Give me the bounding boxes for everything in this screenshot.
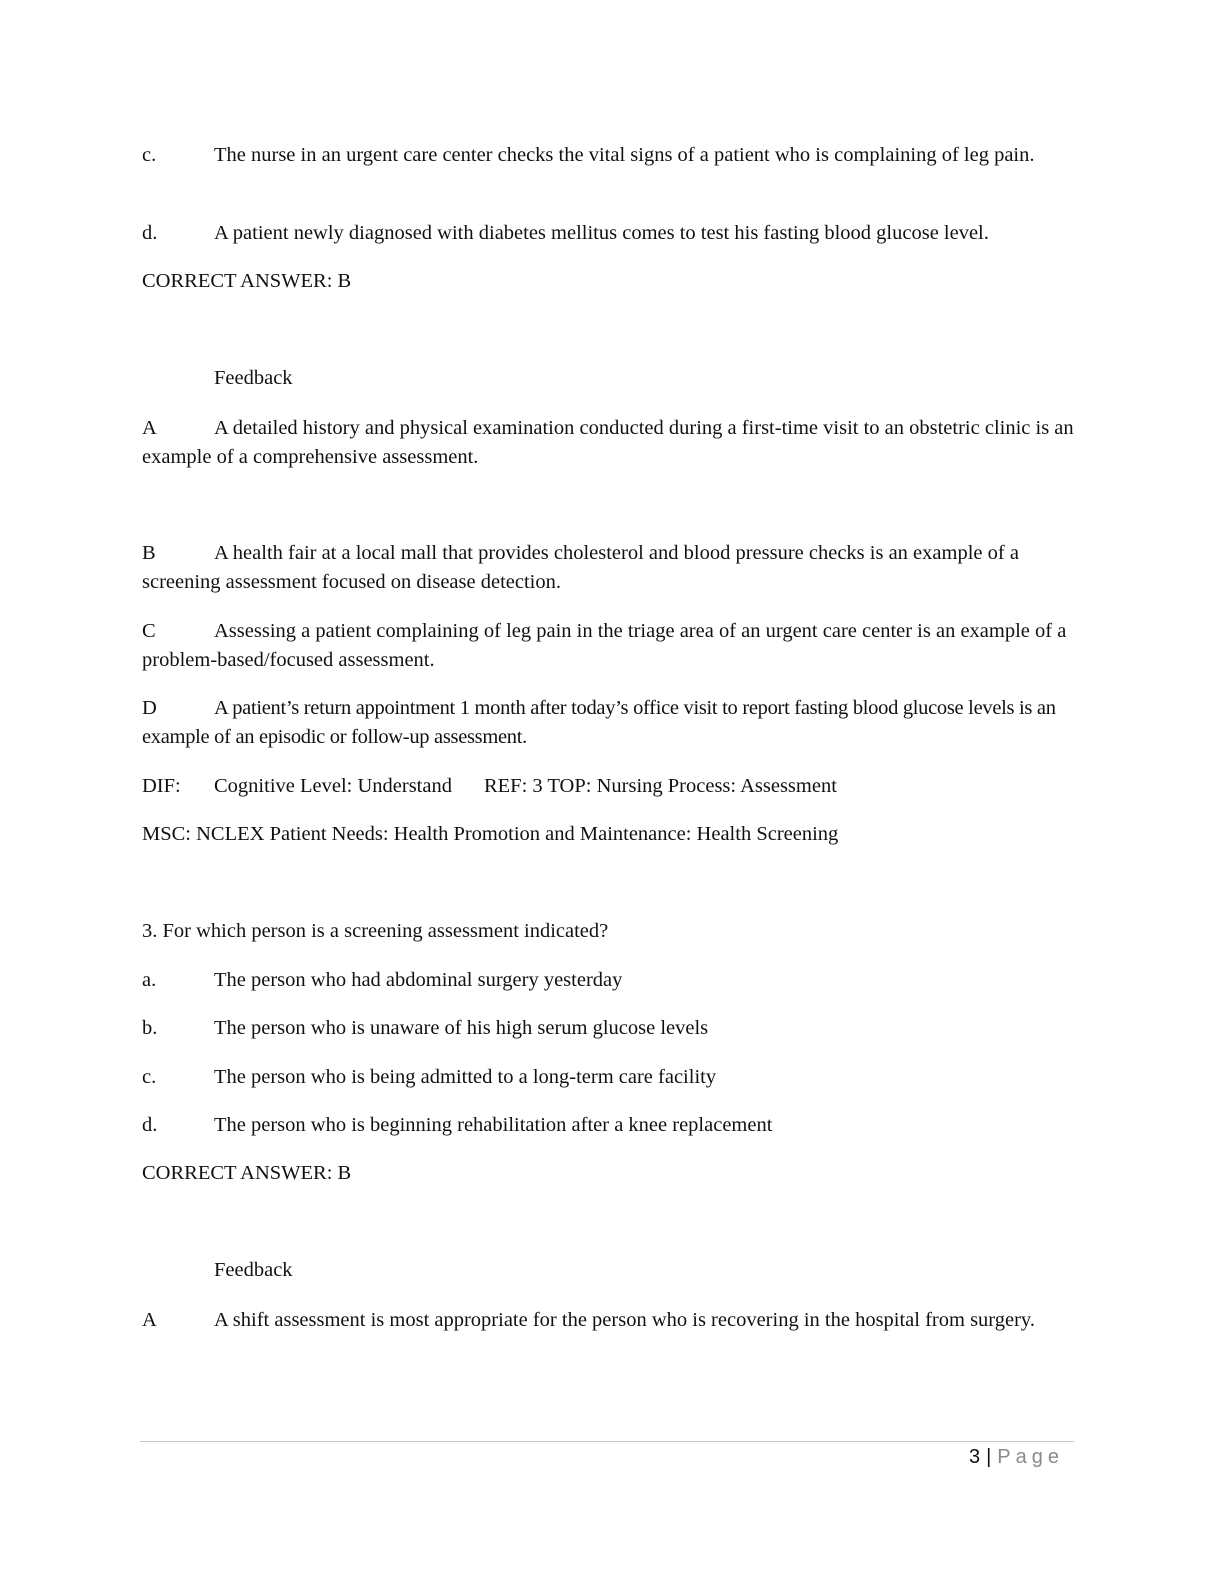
feedback-heading: Feedback [214, 1259, 293, 1281]
feedback-text: A detailed history and physical examination conducted during a first-time visit to an obstetric clinic is an example of a comprehensive assessment. [142, 417, 1074, 468]
option-text: The person who is beginning rehabilitation after a knee replacement [214, 1114, 773, 1136]
ref-top-text: REF: 3 TOP: Nursing Process: Assessment [483, 775, 837, 797]
option-a [142, 966, 1077, 995]
footer-divider [140, 1441, 1074, 1442]
feedback-label: A [142, 1309, 157, 1331]
feedback-text: A health fair at a local mall that provides cholesterol and blood pressure checks is an example of a screening assessment focused on disease detection. [142, 542, 1019, 593]
option-text: The person who is unaware of his high serum glucose levels [214, 1017, 709, 1039]
question-3: 3. For which person is a screening assessment indicated? [142, 920, 609, 942]
feedback-item-c [142, 617, 1077, 675]
option-label: c. [142, 144, 157, 166]
option-c [142, 1063, 1077, 1092]
feedback-label: D [142, 697, 157, 719]
dif-label: DIF: [142, 775, 181, 797]
feedback-item-a [142, 1306, 1077, 1335]
footer-separator: | [986, 1446, 992, 1468]
option-b [142, 1014, 1077, 1043]
feedback-item-b [142, 539, 1077, 597]
feedback-label: B [142, 542, 156, 564]
dif-text: Cognitive Level: Understand [214, 775, 452, 797]
option-text: A patient newly diagnosed with diabetes mellitus comes to test his fasting blood glucose level. [214, 222, 989, 244]
option-label: a. [142, 969, 157, 991]
option-label: b. [142, 1017, 158, 1039]
page-word: Page [997, 1446, 1064, 1468]
option-text: The person who is being admitted to a long-term care facility [214, 1066, 717, 1088]
dif-line [142, 772, 1077, 801]
feedback-heading: Feedback [214, 367, 293, 389]
feedback-text: A shift assessment is most appropriate for the person who is recovering in the hospital from surgery. [214, 1309, 1035, 1331]
feedback-item-d [142, 694, 1077, 752]
option-text: The nurse in an urgent care center checks the vital signs of a patient who is complaining of leg pain. [214, 144, 1035, 166]
page-footer [969, 1446, 1064, 1469]
option-d [142, 219, 1077, 248]
option-d [142, 1111, 1077, 1140]
msc-line: MSC: NCLEX Patient Needs: Health Promotion and Maintenance: Health Screening [142, 823, 839, 845]
correct-answer: CORRECT ANSWER: B [142, 1162, 352, 1184]
feedback-label: C [142, 620, 156, 642]
feedback-text: Assessing a patient complaining of leg pain in the triage area of an urgent care center is an example of a problem-based/focused assessment. [142, 620, 1067, 671]
page-number: 3 [968, 1446, 981, 1468]
option-label: d. [142, 1114, 158, 1136]
feedback-text: A patient’s return appointment 1 month after today’s office visit to report fasting blood glucose levels is an example of an episodic or follow-up assessment. [142, 697, 1056, 748]
option-label: d. [142, 222, 158, 244]
feedback-label: A [142, 417, 157, 439]
correct-answer: CORRECT ANSWER: B [142, 270, 352, 292]
option-text: The person who had abdominal surgery yesterday [214, 969, 623, 991]
feedback-item-a [142, 414, 1077, 472]
option-c [142, 141, 1077, 170]
option-label: c. [142, 1066, 157, 1088]
